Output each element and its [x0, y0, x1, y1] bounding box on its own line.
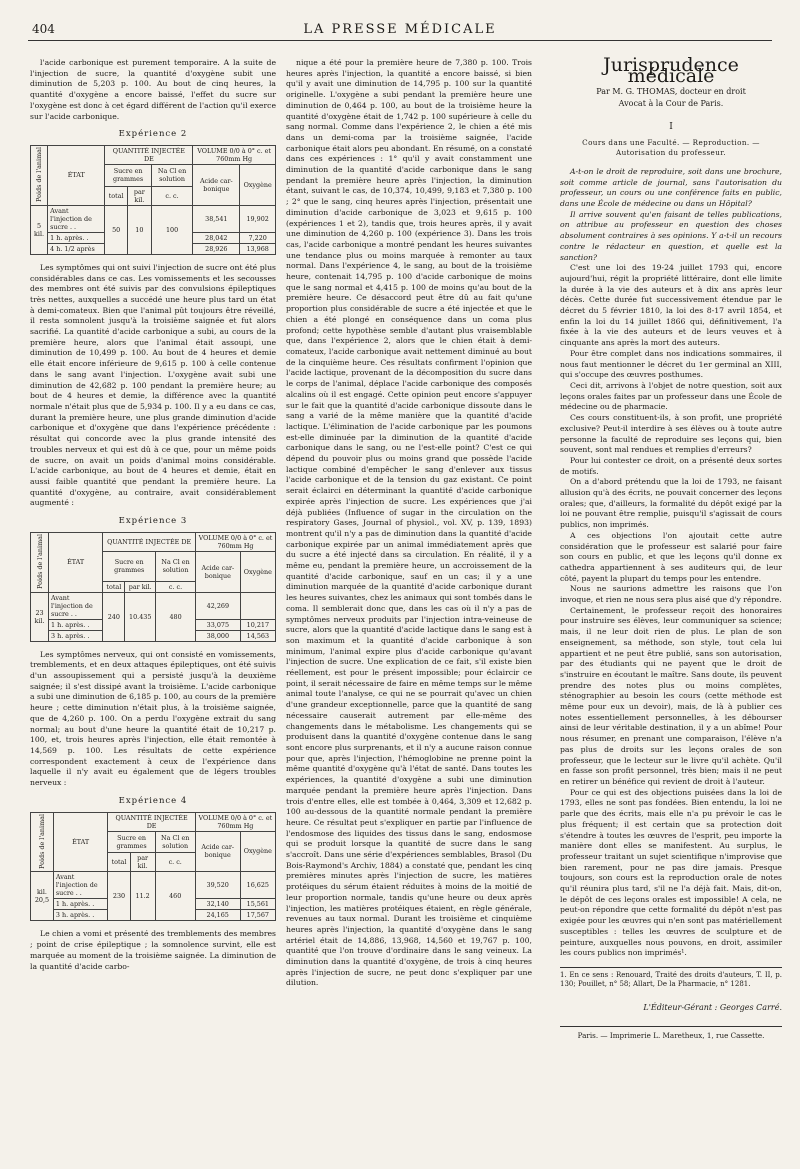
header-oxygene: Oxygène [240, 164, 276, 205]
co2-cell: 28,926 [193, 243, 240, 254]
sucre-total-cell: 230 [108, 872, 130, 921]
section-heading: Cours dans une Faculté. — Reproduction. — Autorisation du professeur. [582, 137, 760, 158]
header-parkil: par kil. [127, 186, 151, 205]
co2-cell: 32,140 [195, 899, 240, 910]
co2-cell: 42,269 [196, 592, 241, 619]
editor-line: L'Éditeur-Gérant : Georges Carré. [643, 1002, 782, 1012]
header-acide: Acide car-bonique [193, 164, 240, 205]
header-sucre: Sucre en grammes [108, 831, 155, 853]
state-cell: 3 h. après. . [53, 910, 108, 921]
header-nacl: Na Cl en solution [155, 831, 195, 853]
sucre-total-cell: 240 [103, 592, 125, 641]
header-oxygene: Oxygène [240, 831, 275, 872]
co2-cell: 28,042 [193, 232, 240, 243]
o2-cell: 10,217 [240, 619, 275, 630]
footnote: 1. En ce sens : Renouard, Traité des droits d'auteurs, T. II, p. 130; Pouillet, n° 58; Allart, De la Pharmacie, n° 1281. [560, 967, 782, 989]
o2-cell: 7,220 [240, 232, 276, 243]
o2-cell: 13,968 [240, 243, 276, 254]
header-etat: ÉTAT [48, 145, 105, 205]
co2-cell: 38,000 [196, 630, 241, 641]
sucre-parkil-cell: 10.435 [125, 592, 156, 641]
header-poids: Poids de l'animal [31, 532, 49, 592]
state-cell: 4 h. 1/2 après [48, 243, 105, 254]
header-cc: c. c. [151, 186, 192, 205]
paragraph: Pour ce qui est des objections puisées dans la loi de 1793, elles ne sont pas fondées. Bien entendu, la loi ne parle que des écrits, mais elle n'a pu prévoir le cas le plus fréquent; il est certain que sa protection doit s'étendre à toutes les œuvres de l'esprit, peu importe la manière dont elles se manifestent. Au surplus, le professeur traitant un sujet scientifique n'improvise que bien rarement, pour ne pas dire jamais. Presque toujours, son cours est la reproduction orale de notes qu'il réunira plus tard, s'il ne l'a déjà fait. Mais, dit-on, le dépôt de ces leçons orales est impossible! A cela, ne peut-on répondre que cette formalité du dépôt n'est pas exigée pour les œuvres qui n'en sont pas matériellement susceptibles : telles les œuvres de sculpture et de peinture, auxquelles nous pouvons, en droit, assimiler les cours publics non imprimés¹. [560, 787, 782, 958]
co2-cell: 33,075 [196, 619, 241, 630]
state-cell: Avant l'injection de sucre . . [53, 872, 108, 899]
journal-title: LA PRESSE MÉDICALE [303, 22, 497, 37]
o2-cell: 19,902 [240, 205, 276, 232]
paragraph: Certainement, le professeur reçoit des honoraires pour instruire ses élèves, leur communiquer sa science; mais, il ne leur doit rien de plus. Le plan de son enseignement, sa méthode, son style, tout cela lui appartient et ne peut être publié, sans son autorisation, par des étudiants qui ne payent que le droit de s'instruire en écoutant le maître. Sans doute, ils peuvent prendre des notes plus ou moins complètes, sténographier au besoin les cours (cette méthode est même pour eux un devoir), mais, de là à publier ces notes essentiellement personnelles, à les débourser ainsi de leur véritable destination, il y a un abîme! Pour nous résumer, en prenant une comparaison, l'élève n'a pas plus de droits sur les leçons orales de son professeur, que le lecteur sur le livre qu'il achète. Qu'il en fasse son profit personnel, très bien; mais il ne peut en retirer un bénéfice qui revient de droit à l'auteur. [560, 605, 782, 786]
header-parkil: par kil. [125, 581, 156, 592]
header-etat: ÉTAT [49, 532, 103, 592]
header-total: total [103, 581, 125, 592]
section-title: Jurisprudence médicale [603, 54, 739, 87]
sucre-total-cell: 50 [105, 205, 127, 254]
header-parkil: par kil. [130, 853, 155, 872]
author-role: Avocat à la Cour de Paris. [618, 99, 724, 109]
paragraph: C'est une loi des 19-24 juillet 1793 qui, encore aujourd'hui, régit la propriété littéraire, dont elle limite la durée à la vie des auteurs et à dix ans après leur décès. Cette durée fut successivement étendue par le décret du 5 février 1810, la loi des 8-17 avril 1854, et enfin la loi du 14 juillet 1866 qui, définitivement, l'a fixée à la vie des auteurs et de leurs veuves et à cinquante ans après la mort des auteurs. [560, 263, 782, 348]
sucre-parkil-cell: 10 [127, 205, 151, 254]
nacl-cell: 460 [155, 872, 195, 921]
header-poids: Poids de l'animal [31, 812, 54, 872]
header-quantite: QUANTITÉ INJECTÉE DE [105, 145, 193, 164]
state-cell: 1 h. après. . [48, 232, 105, 243]
header-acide: Acide car-bonique [195, 831, 240, 872]
header-total: total [105, 186, 127, 205]
paragraph: Pour être complet dans nos indications sommaires, il nous faut mentionner le décret du 1er germinal an XIII, qui s'occupe des œuvres posthumes. [560, 348, 782, 380]
o2-cell [240, 592, 275, 619]
header-sucre: Sucre en grammes [103, 551, 156, 581]
printer-line: Paris. — Imprimerie L. Maretheux, 1, rue Cassette. [560, 1026, 782, 1042]
state-cell: 1 h. après. . [49, 619, 103, 630]
header-cc: c. c. [156, 581, 196, 592]
paragraph: On a d'abord prétendu que la loi de 1793, ne faisant allusion qu'à des écrits, ne pouvait concerner des leçons orales; que, d'ailleurs, la formalité du dépôt exigé par la loi ne pouvant être remplie, puisqu'il s'agissait de cours publics, non imprimés. [560, 477, 782, 530]
column-2 [286, 58, 532, 989]
weight-cell: 23 kil. [31, 592, 49, 641]
paragraph: Pour lui contester ce droit, on a présenté deux sortes de motifs. [560, 455, 782, 476]
paragraph: Nous ne saurions admettre les raisons que l'on invoque, et rien ne nous sera plus aisé que d'y répondre. [560, 584, 782, 605]
header-oxygene: Oxygène [240, 551, 275, 592]
page-header [28, 10, 772, 41]
o2-cell: 15,561 [240, 899, 275, 910]
state-cell: Avant l'injection de sucre . . [48, 205, 105, 232]
co2-cell: 24,165 [195, 910, 240, 921]
section-number: I [669, 121, 673, 132]
column-1 [30, 58, 276, 972]
paragraph: Ceci dit, arrivons à l'objet de notre question, soit aux leçons orales faites par un professeur dans une École de médecine ou de pharmacie. [560, 380, 782, 412]
header-cc: c. c. [155, 853, 195, 872]
header-volume: VOLUME 0/0 à 0° c. et 760mm Hg [195, 812, 275, 831]
experience-3-table [30, 532, 276, 642]
page-number: 404 [32, 22, 55, 36]
paragraph: l'acide carbonique est purement temporaire. A la suite de l'injection de sucre, la quantité d'oxygène subit une diminution de 5,203 p. 100. Au bout de cinq heures, la quantité d'oxygène a encore baissé, l'effet du sucre sur l'oxygène est donc à cet égard différent de l'action qu'il exerce sur l'acide carbonique. [30, 58, 276, 121]
o2-cell: 14,563 [240, 630, 275, 641]
experience-4-table [30, 812, 276, 922]
co2-cell: 39,520 [195, 872, 240, 899]
co2-cell: 38,541 [193, 205, 240, 232]
header-volume: VOLUME 0/0 à 0° c. et 760mm Hg [193, 145, 276, 164]
experience-2-table [30, 145, 276, 255]
state-cell: 1 h. après. . [53, 899, 108, 910]
question-paragraph: Il arrive souvent qu'en faisant de telles publications, on attribue au professeur en question des choses absolument contraires à ses opinions. Y a-t-il un recours contre le rédacteur en question, et quelle est la sanction? [560, 209, 782, 262]
experience-4-title: Expérience 4 [118, 795, 188, 806]
header-volume: VOLUME 0/0 à 0° c. et 760mm Hg [196, 532, 276, 551]
experience-2-title: Expérience 2 [118, 129, 188, 140]
column-3 [560, 54, 782, 1041]
header-total: total [108, 853, 130, 872]
weight-cell: 5 kil. [31, 205, 48, 254]
paragraph: Les symptômes qui ont suivi l'injection de sucre ont été plus considérables dans ce cas. Les vomissements et les secousses des membres ont été suivis par des convulsions épileptiques très nettes, auxquelles a succédé une heure plus tard un état à demi-comateux. Bien que l'animal pût toujours être réveillé, il resta somnolent jusqu'à la troisième saignée et fut alors sacrifié. La quantité d'acide carbonique a subi, au cours de la première heure, alors que l'animal était assoupi, une diminution de 10,499 p. 100. Au bout de 4 heures et demie elle était encore inférieure de 9,615 p. 100 à celle contenue dans le sang avant l'injection. L'oxygène avait subi une diminution de 42,682 p. 100 pendant la première heure; au bout de 4 heures et demie, la différence avec la quantité normale n'était plus que de 5,934 p. 100. Il y a eu dans ce cas, durant la première heure, une plus grande diminution d'acide carbonique et d'oxygène que dans l'expérience précédente : résultat qui concorde avec la plus grande intensité des troubles nerveux et qui est dû à ce que, pour un même poids de sucre, on avait un poids d'animal moins considérable. L'acide carbonique, au bout de 4 heures et demie, était en aussi faible quantité que pendant la première heure. La quantité d'oxygène, au contraire, avait considérablement augmenté : [30, 262, 276, 508]
paragraph: Le chien a vomi et présenté des tremblements des membres ; point de crise épileptique ; la somnolence survint, elle est marquée au moment de la troisième saignée. La diminution de la quantité d'acide carbo- [30, 929, 276, 971]
paragraph: A ces objections l'on ajoutait cette autre considération que le professeur est salarié pour faire son cours en public, et que les leçons qu'il donne ex cathedra appartiennent à ses auditeurs qui, de leur côté, payent la plupart du temps pour les entendre. [560, 530, 782, 583]
nacl-cell: 480 [156, 592, 196, 641]
state-cell: 3 h. après. . [49, 630, 103, 641]
sucre-parkil-cell: 11.2 [130, 872, 155, 921]
question-paragraph: A-t-on le droit de reproduire, soit dans une brochure, soit comme article de journal, sans l'autorisation du professeur, un cours ou une conférence faits en public, dans une École de médecine ou dans un Hôpital? [560, 166, 782, 209]
state-cell: Avant l'injection de sucre . . [49, 592, 103, 619]
paragraph: nique a été pour la première heure de 7,380 p. 100. Trois heures après l'injection, la quantité a encore baissé, si bien qu'il y avait une diminution de 14,795 p. 100 sur la quantité originelle. L'oxygène a subi pendant la première heure une diminution de 0,464 p. 100, au bout de la troisième heure la quantité d'oxygène était de 1,742 p. 100 supérieure à celle du sang normal. Comme dans l'expérience 2, le chien a été mis dans un demi-coma par la troisième saignée, l'acide carbonique était alors peu abondant. En résumé, on a constaté dans ces expériences : 1° qu'il y avait constamment une diminution de la quantité d'acide carbonique dans le sang pendant la première heure après l'injection, la diminution étant, suivant le cas, de 10,374, 10,499, 9,183 et 7,380 p. 100 ; 2° que le sang, cinq heures après l'injection, présentait une diminution d'acide carbonique de 3,023 et 9,615 p. 100 (expériences 1 et 2), tandis que, trois heures après, il y avait une diminution de 4,260 p. 100 (expérience 3). Dans les trois cas, l'acide carbonique a montré pendant les heures suivantes une tendance plus ou moins marquée à remonter au taux normal. Dans l'expérience 4, le sang, au bout de la troisième heure, contenait 14,795 p. 100 d'acide carbonique de moins que le sang normal et 4,415 p. 100 de moins qu'au bout de la première heure. Ce désaccord peut être dû au fait qu'une proportion plus considérable de sucre a été injectée et que le chien a été plongé en conséquence dans un coma plus profond; cette hypothèse semble d'autant plus vraisemblable que, dans l'expérience 2, alors que le chien était à demi-comateux, l'acide carbonique avait nettement diminué au bout de la cinquième heure. Ces résultats confirment l'opinion que l'acide lactique, provenant de la décomposition du sucre dans le corps de l'animal, déplace l'acide carbonique des composés alcalins où il est engagé. Cette opinion peut encore s'appuyer sur le fait que la quantité d'acide carbonique dissoute dans le sang a varié de la même manière que la quantité d'acide lactique. L'élimination de l'acide carbonique par les poumons est-elle diminuée par la diminution de la quantité d'acide carbonique dans le sang, ou ne l'est-elle point? C'est ce qui dépend du pouvoir plus ou moins grand que possède l'acide lactique combiné d'empêcher le sang d'enlever aux tissus l'acide carbonique et de la tension du gaz existant. Ce point serait éclairci en déterminant la quantité d'acide carbonique expirée après l'injection de sucre. Les expériences que j'ai déjà publiées (Influence of sugar in the circulation on the respiratory Gases, Journal of physiol., vol. XV, p. 139, 1893) montrent qu'il n'y a pas de diminution dans la quantité d'acide carbonique expirée par un animal immédiatement après que du sucre a été injecté dans sa circulation. En réalité, il y a même eu, pendant la première heure, un accroissement de la quantité d'acide carbonique, sauf en un cas; il y a une diminution marquée de la quantité d'acide carbonique durant les heures suivantes, chez les animaux qui sont tombés dans le coma. Il semblerait donc que, dans les cas où il n'y a pas de symptômes nerveux produits par l'injection intra-veineuse de sucre, alors que la quantité d'acide lactique dans le sang est à son maximum et la quantité d'acide carbonique à son minimum, l'animal expire plus d'acide carbonique qu'avant l'injection de sucre. Une explication de ce fait, s'il existe bien réellement, est pour le présent impossible; pour éclaircir ce point, il serait nécessaire de faire en même temps sur le même animal toute l'analyse, ce qui ne se pourrait qu'avec un chien d'une grandeur exceptionnelle, parce que la quantité de sang nécessaire causerait autrement par elle-même des changements dans le métabolisme. Les changements qui se produisent dans la quantité d'oxygène contenue dans le sang sont encore plus surprenants, et il n'y a aucune raison connue pour que, après l'injection, l'hémoglobine ne prenne point la même quantité d'oxygène qu'à l'état de santé. Dans toutes les expériences, la quantité d'oxygène a subi une diminution marquée pendant la première heure après l'injection. Dans trois d'entre elles, elle est tombée à 0,464, 3,309 et 12,682 p. 100 au-dessous de la quantité normale pendant la première heure. Ce résultat peut s'expliquer en partie par l'influence de l'endosmose des liquides des tissus dans le sang, endosmose qui se produit lorsque la quantité de sucre dans le sang s'accroît. Dans une série d'expériences semblables, Brasol (Du Bois-Raymond's Archiv, 1884) a constaté que, pendant les cinq premières minutes après l'injection de sucre, les matières protéiques du sérum étaient réduites à moins de la moitié de leur proportion normale, tandis qu'une heure ou deux après l'injection, les matières protéiques étaient, en règle générale, revenues au taux normal. Durant les troisième et cinquième heures après l'injection, la quantité d'oxygène dans le sang artériel était de 14,886, 13,968, 14,560 et 19,767 p. 100, quantité que l'on trouve d'ordinaire dans le sang veineux. La diminution dans la quantité d'oxygène, de trois à cinq heures après l'injection de sucre, ne peut donc s'expliquer par une dilution. [286, 58, 533, 988]
header-poids: Poids de l'animal [31, 145, 48, 205]
header-quantite: QUANTITÉ INJECTÉE DE [108, 812, 195, 831]
header-acide: Acide car-bonique [196, 551, 241, 592]
nacl-cell: 100 [151, 205, 192, 254]
header-nacl: Na Cl en solution [156, 551, 196, 581]
weight-cell: kil. 20,5 [31, 872, 54, 921]
o2-cell: 16,625 [240, 872, 275, 899]
header-nacl: Na Cl en solution [151, 164, 192, 186]
experience-3-title: Expérience 3 [118, 516, 188, 527]
header-etat: ÉTAT [53, 812, 108, 872]
header-quantite: QUANTITÉ INJECTÉE DE [103, 532, 196, 551]
paragraph: Ces cours constituent-ils, à son profit, une propriété exclusive? Peut-il interdire à ses élèves ou à toute autre personne la faculté de reproduire ses leçons qui, bien souvent, sont mal rendues et remplies d'erreurs? [560, 413, 782, 455]
author-line: Par M. G. THOMAS, docteur en droit [596, 87, 746, 97]
header-sucre: Sucre en grammes [105, 164, 151, 186]
o2-cell: 17,567 [240, 910, 275, 921]
paragraph: Les symptômes nerveux, qui ont consisté en vomissements, tremblements, et en deux attaques épileptiques, ont été suivis d'un assoupissement qui a persisté jusqu'à la deuxième saignée; il s'est dissipé avant la troisième. L'acide carbonique a subi une diminution de 6,185 p. 100, au cours de la première heure ; cette diminution n'était plus, à la troisième saignée, que de 4,260 p. 100. On a perdu l'oxygène extrait du sang normal; au bout d'une heure la quantité était de 10,217 p. 100, et, trois heures après l'injection, elle était remontée à 14,569 p. 100. Les résultats de cette expérience correspondent exactement à ceux de l'expérience dans laquelle il n'y avait eu également que de légers troubles nerveux : [30, 649, 276, 788]
